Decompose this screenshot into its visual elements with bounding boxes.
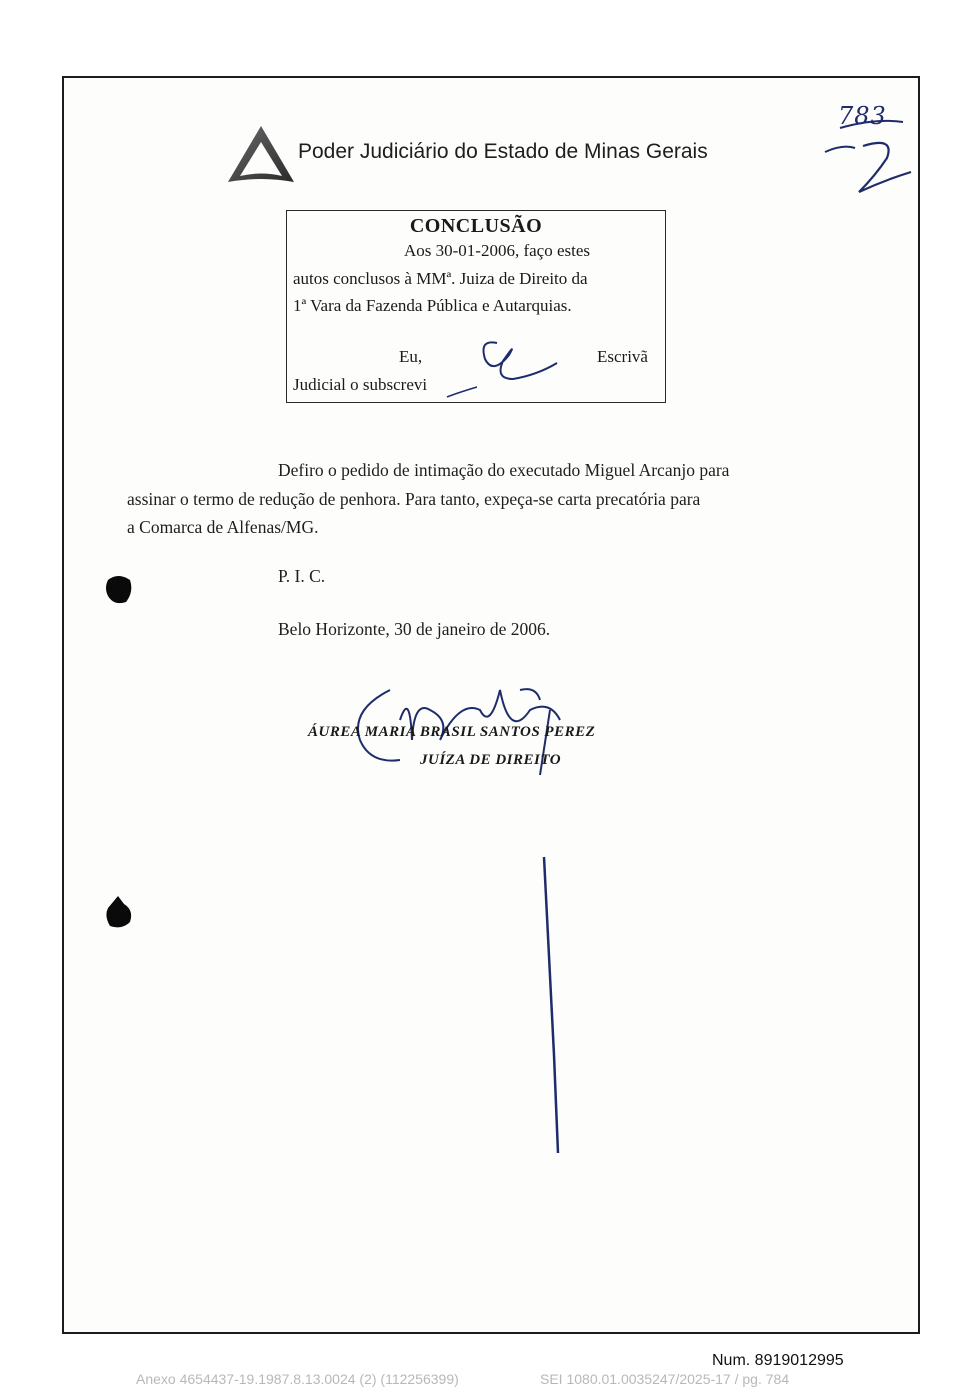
order-line-2: assinar o termo de redução de penhora. Para tanto, expeça-se carta precatória para <box>127 489 701 509</box>
handwritten-mark-icon <box>815 96 915 206</box>
handwritten-page-number: 783 <box>838 102 887 130</box>
judge-role: JUÍZA DE DIREITO <box>420 752 562 768</box>
stamp-escriva-label: Escrivã <box>597 347 648 366</box>
stamp-eu-label: Eu, <box>399 347 423 366</box>
footer-annex-reference: Anexo 4654437-19.1987.8.13.0024 (2) (112256399) <box>136 1371 459 1387</box>
judge-name: ÁUREA MARIA BRASIL SANTOS PEREZ <box>308 724 596 740</box>
stamp-line-1: Aos 30-01-2006, faço estes <box>404 241 591 260</box>
pen-stroke-mark <box>530 855 570 1155</box>
footer-sei-reference: SEI 1080.01.0035247/2025-17 / pg. 784 <box>540 1371 790 1387</box>
stamp-title: CONCLUSÃO <box>409 215 543 237</box>
conclusion-stamp-box <box>286 210 666 403</box>
order-line-1: Defiro o pedido de intimação do executado Miguel Arcanjo para <box>278 460 730 480</box>
court-logo-icon <box>226 124 296 186</box>
place-date-line: Belo Horizonte, 30 de janeiro de 2006. <box>278 619 551 639</box>
stamp-line-2: autos conclusos à MMª. Juiza de Direito da <box>293 269 588 288</box>
punch-hole-icon <box>104 896 134 930</box>
clerk-signature-icon <box>437 331 577 401</box>
pic-line: P. I. C. <box>278 566 326 586</box>
stamp-closing-line: Judicial o subscrevi <box>293 375 428 394</box>
punch-hole-icon <box>104 572 134 606</box>
court-name-heading: Poder Judiciário do Estado de Minas Gerais <box>298 140 708 163</box>
document-number: Num. 8919012995 <box>712 1352 844 1369</box>
stamp-line-3: 1ª Vara da Fazenda Pública e Autarquias. <box>293 296 572 315</box>
order-line-3: a Comarca de Alfenas/MG. <box>127 517 319 537</box>
